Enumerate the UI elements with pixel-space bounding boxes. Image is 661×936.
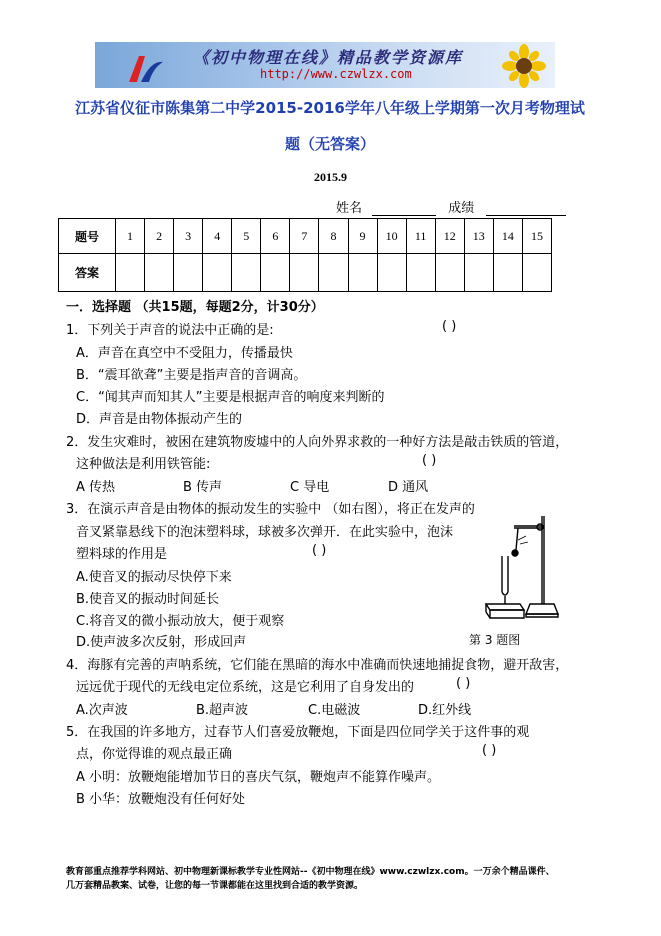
q4-stem-line1: 4．海豚有完善的声呐系统，它们能在黑暗的海水中准确而快速地捕捉食物，避开敌害， [66, 658, 569, 673]
q2-option-c: C 导电 [290, 480, 330, 495]
site-banner [95, 42, 555, 88]
answer-cell[interactable] [348, 254, 377, 292]
q2-stem-line2: 这种做法是利用铁管能: [76, 457, 211, 472]
q2-answer-paren: ( ) [422, 453, 437, 468]
q1-option-a: A．声音在真空中不受阻力，传播最快 [76, 346, 293, 361]
q4-stem-line2: 远远优于现代的无线电定位系统，这是它利用了自身发出的 [76, 680, 415, 695]
answer-cell[interactable] [319, 254, 348, 292]
section-heading: 一．选择题 （共15题，每题2分，计30分） [66, 300, 324, 315]
site-logo-icon [125, 52, 165, 84]
question-number-cell: 8 [319, 219, 348, 254]
question-number-cell: 11 [406, 219, 435, 254]
answer-cell[interactable] [406, 254, 435, 292]
footer-line1: 教育部重点推荐学科网站、初中物理新课标教学专业性网站--《初中物理在线》www.czwlzx.com。一万余个精品课件、 [66, 867, 555, 877]
answer-cell[interactable] [174, 254, 203, 292]
q3-answer-paren: ( ) [312, 543, 327, 558]
question-number-row [59, 219, 552, 254]
q4-option-a: A.次声波 [76, 703, 128, 718]
question-number-cell: 3 [174, 219, 203, 254]
q5-stem-line2: 点，你觉得谁的观点最正确 [76, 747, 233, 762]
name-label: 姓名 [336, 201, 363, 216]
answer-cell[interactable] [116, 254, 145, 292]
question-number-cell: 4 [203, 219, 232, 254]
q3-option-b: B.使音叉的振动时间延长 [76, 592, 220, 607]
question-number-cell: 5 [232, 219, 261, 254]
q1-stem: 1．下列关于声音的说法中正确的是: [66, 323, 274, 338]
page-title-line1: 江苏省仪征市陈集第二中学2015-2016学年八年级上学期第一次月考物理试 [75, 99, 585, 117]
answer-cell[interactable] [203, 254, 232, 292]
score-label: 成绩 [448, 201, 475, 216]
banner-title: 《初中物理在线》精品教学资源库 [193, 48, 464, 67]
answer-cell[interactable] [290, 254, 319, 292]
q2-option-b: B 传声 [183, 480, 223, 495]
q2-stem-line1: 2．发生灾难时，被困在建筑物废墟中的人向外界求救的一种好方法是敲击铁质的管道， [66, 435, 569, 450]
q5-option-a: A 小明：放鞭炮能增加节日的喜庆气氛，鞭炮声不能算作噪声。 [76, 770, 441, 785]
q3-option-d: D.使声波多次反射，形成回声 [76, 635, 247, 650]
answer-cell[interactable] [145, 254, 174, 292]
question-number-cell: 6 [261, 219, 290, 254]
tuning-fork-apparatus-figure [478, 512, 568, 620]
answer-header: 答案 [59, 254, 116, 292]
q1-option-b: B．“震耳欲聋”主要是指声音的音调高。 [76, 368, 307, 383]
q1-answer-paren: ( ) [442, 319, 457, 334]
q3-figure-caption: 第 3 题图 [469, 633, 521, 647]
sunflower-icon [499, 44, 549, 88]
q4-answer-paren: ( ) [456, 676, 471, 691]
answer-cell[interactable] [493, 254, 522, 292]
question-number-cell: 14 [493, 219, 522, 254]
q1-option-d: D．声音是由物体振动产生的 [76, 412, 243, 427]
answer-cell[interactable] [522, 254, 551, 292]
question-number-cell: 13 [464, 219, 493, 254]
q3-option-a: A.使音叉的振动尽快停下来 [76, 570, 232, 585]
question-number-cell: 15 [522, 219, 551, 254]
q1-option-c: C．“闻其声而知其人”主要是根据声音的响度来判断的 [76, 390, 385, 405]
q2-option-a: A 传热 [76, 480, 116, 495]
q3-option-c: C.将音叉的微小振动放大，便于观察 [76, 614, 285, 629]
q4-option-b: B.超声波 [196, 703, 249, 718]
answer-cell[interactable] [464, 254, 493, 292]
answer-cell[interactable] [232, 254, 261, 292]
q3-stem-line2: 音叉紧靠悬线下的泡沫塑料球，球被多次弹开．在此实验中，泡沫 [76, 525, 454, 540]
question-number-header: 题号 [59, 219, 116, 254]
answer-cell[interactable] [377, 254, 406, 292]
q4-option-c: C.电磁波 [308, 703, 361, 718]
answer-cell[interactable] [435, 254, 464, 292]
question-number-cell: 1 [116, 219, 145, 254]
name-blank [372, 201, 436, 216]
exam-date: 2015.9 [314, 170, 347, 184]
footer-line2: 几万套精品教案、试卷，让您的每一节课都能在这里找到合适的教学资源。 [66, 881, 364, 891]
q2-option-d: D 通风 [388, 480, 429, 495]
answer-table [58, 218, 552, 292]
answer-cell[interactable] [261, 254, 290, 292]
question-number-cell: 10 [377, 219, 406, 254]
question-number-cell: 7 [290, 219, 319, 254]
banner-url: http://www.czwlzx.com [260, 67, 412, 81]
score-blank [486, 201, 566, 216]
question-number-cell: 12 [435, 219, 464, 254]
page-footer [66, 865, 555, 893]
q4-option-d: D.红外线 [418, 703, 472, 718]
q5-stem-line1: 5．在我国的许多地方，过春节人们喜爱放鞭炮，下面是四位同学关于这件事的观 [66, 725, 530, 740]
page-title-line2: 题（无答案） [284, 135, 375, 153]
name-score-row [336, 197, 566, 216]
q5-answer-paren: ( ) [482, 743, 497, 758]
answer-row [59, 254, 552, 292]
question-number-cell: 9 [348, 219, 377, 254]
q3-stem-line1: 3．在演示声音是由物体的振动发生的实验中 （如右图），将正在发声的 [66, 502, 475, 517]
q5-option-b: B 小华：放鞭炮没有任何好处 [76, 792, 246, 807]
q3-stem-line3: 塑料球的作用是 [76, 547, 168, 562]
question-number-cell: 2 [145, 219, 174, 254]
